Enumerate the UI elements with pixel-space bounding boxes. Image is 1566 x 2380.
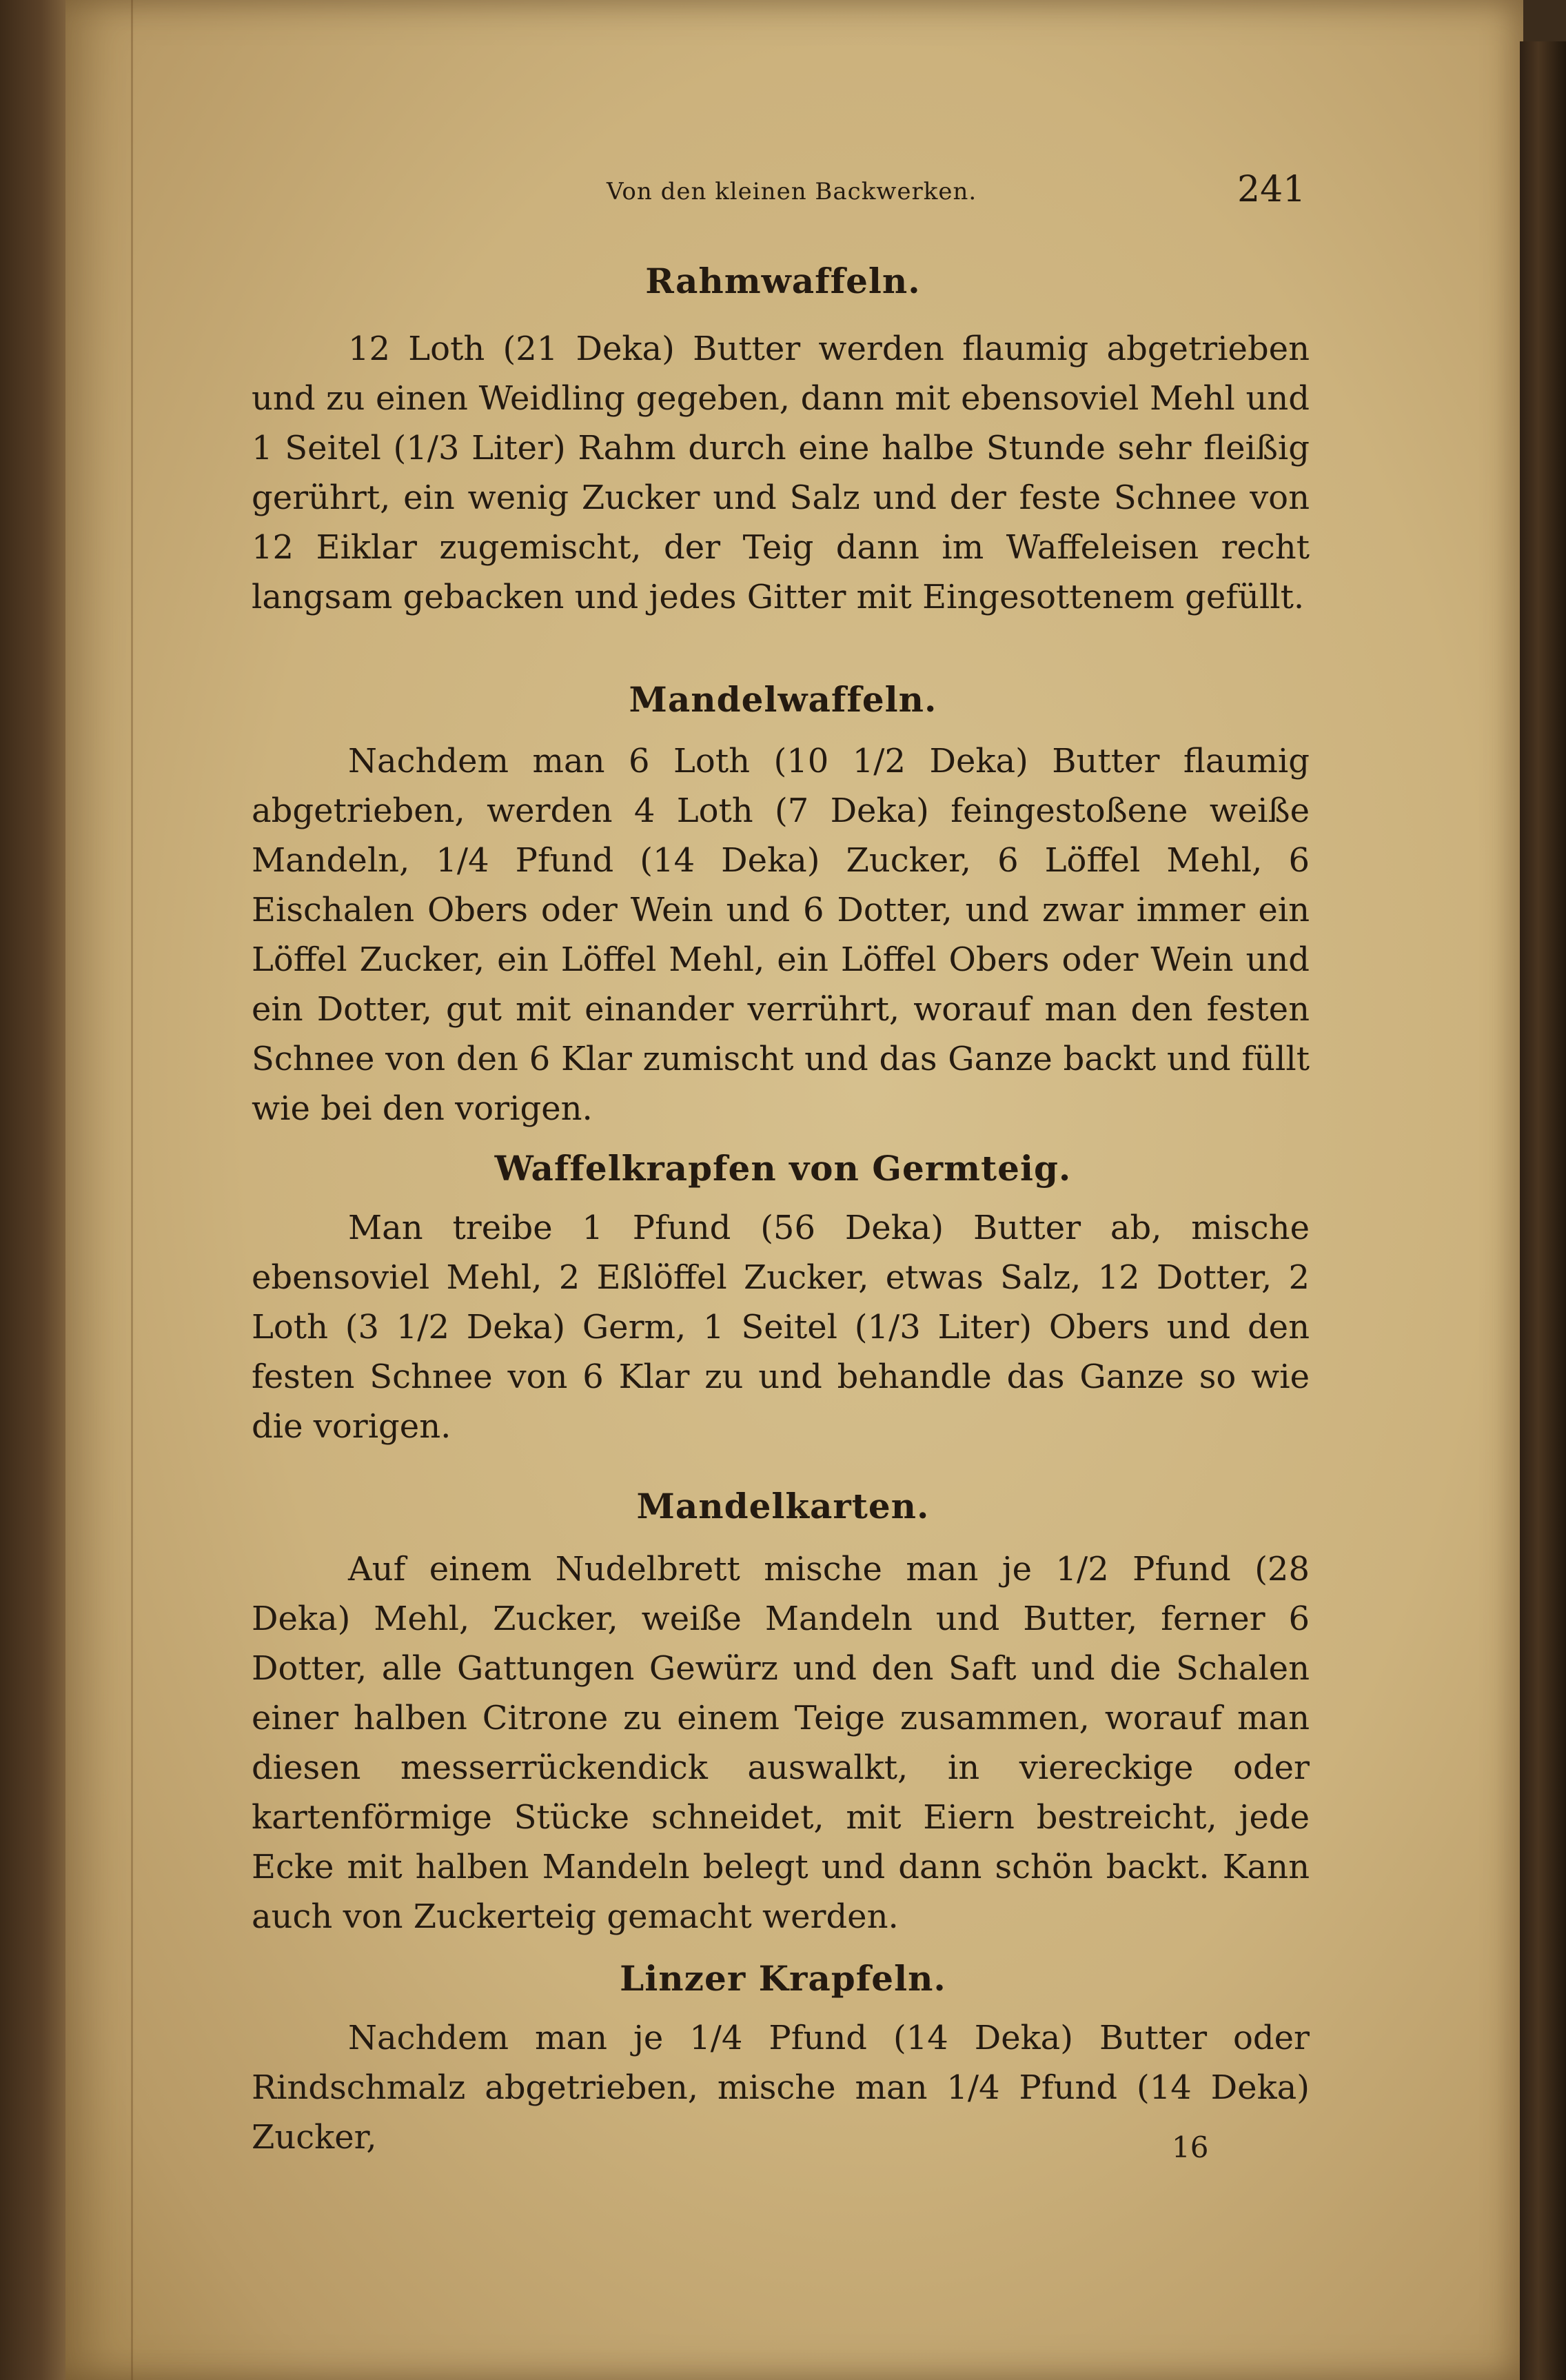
section-paragraph: Man treibe 1 Pfund (56 Deka) Butter ab, mische ebensoviel Mehl, 2 Eßlöffel Zucker, etwas Salz, 12 Dotter, 2 Loth (3 1/2 Deka) Germ, 1 Seitel (1/3 Liter) Obers und den festen Schnee von 6 Klar zu und behandle das Ganze so wie die vorigen. bbox=[252, 1209, 1310, 1446]
page-edge bbox=[1520, 41, 1566, 2380]
page-number: 241 bbox=[1237, 169, 1306, 210]
section-title: Waffelkrapfen von Germteig. bbox=[494, 1148, 1072, 1189]
section-paragraph: 12 Loth (21 Deka) Butter werden flaumig abgetrieben und zu einen Weidling gegeben, dann mit ebensoviel Mehl und 1 Seitel (1/3 Liter) Rahm durch eine halbe Stunde sehr fleißig gerührt, ein wenig Zucker und Salz und der feste Schnee von 12 Eiklar zugemischt, der Teig dann im Waffeleisen recht langsam gebacken und jedes Gitter mit Eingesottenem gefüllt. bbox=[252, 330, 1310, 616]
section-title: Mandelkarten. bbox=[636, 1486, 930, 1526]
running-head: Von den kleinen Backwerken. bbox=[607, 178, 977, 205]
section-title: Linzer Krapfeln. bbox=[620, 1958, 946, 1999]
section-paragraph: Auf einem Nudelbrett mische man je 1/2 Pfund (28 Deka) Mehl, Zucker, weiße Mandeln und Butter, ferner 6 Dotter, alle Gattungen Gewürz und den Saft und die Schalen einer halben Citrone zu einem Teige zusammen, worauf man diesen messerrückendick auswalkt, in viereckige oder kartenförmige Stücke schneidet, mit Eiern bestreicht, jede Ecke mit halben Mandeln belegt und dann schön backt. Kann auch von Zuckerteig gemacht werden. bbox=[252, 1550, 1310, 1936]
section-paragraph: Nachdem man 6 Loth (10 1/2 Deka) Butter flaumig abgetrieben, werden 4 Loth (7 Deka) feingestoßene weiße Mandeln, 1/4 Pfund (14 Deka) Zucker, 6 Löffel Mehl, 6 Eischalen Obers oder Wein und 6 Dotter, und zwar immer ein Löffel Zucker, ein Löffel Mehl, ein Löffel Obers oder Wein und ein Dotter, gut mit einander verrührt, worauf man den festen Schnee von den 6 Klar zumischt und das Ganze backt und füllt wie bei den vorigen. bbox=[252, 742, 1310, 1128]
section-paragraph: Nachdem man je 1/4 Pfund (14 Deka) Butter oder Rindschmalz abgetrieben, mische man 1/4 Pfund (14 Deka) Zucker, bbox=[252, 2019, 1310, 2157]
gutter-shadow bbox=[131, 0, 133, 2380]
section-title: Mandelwaffeln. bbox=[629, 679, 937, 720]
signature-mark: 16 bbox=[1172, 2130, 1209, 2164]
book-binding bbox=[0, 0, 76, 2380]
section-title: Rahmwaffeln. bbox=[645, 261, 921, 301]
